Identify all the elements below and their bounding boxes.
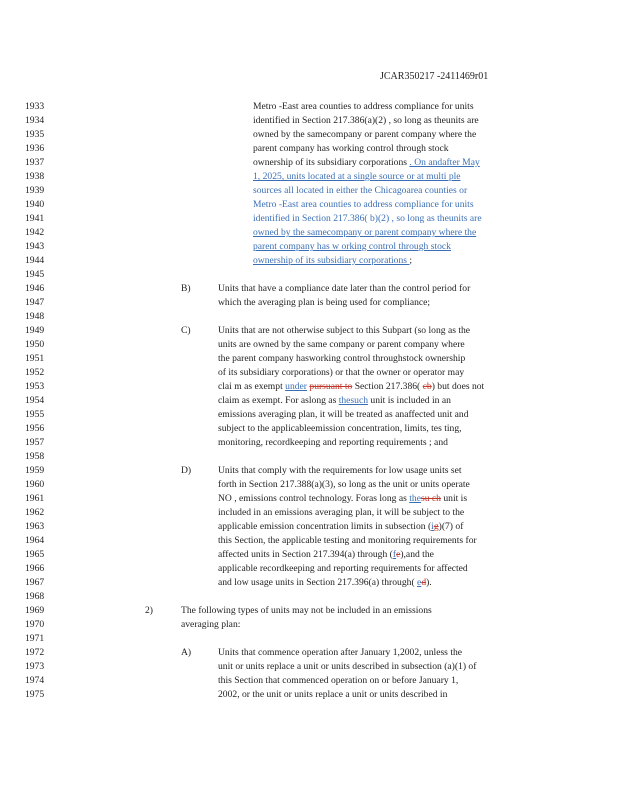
text-segment: ownership of its subsidiary corporations xyxy=(253,157,410,168)
text-line: Units that have a compliance date later than the control period for xyxy=(218,283,471,294)
text-segment: affected units in Section 217.394(a) through ( xyxy=(218,549,393,560)
line-number: 1965 xyxy=(25,549,45,560)
line-number: 1946 xyxy=(25,283,45,294)
inserted-text: f xyxy=(392,549,397,560)
text-line xyxy=(218,577,432,588)
line-number: 1958 xyxy=(25,451,45,462)
line-number: 1934 xyxy=(25,115,45,126)
text-line xyxy=(218,493,467,504)
deleted-text: e xyxy=(396,549,401,560)
item-label-2: 2) xyxy=(145,605,153,616)
text-line: forth in Section 217.388(a)(3), so long as the unit or units operate xyxy=(218,479,470,490)
text-segment: unit is xyxy=(440,493,468,504)
text-segment: Section 217.386( xyxy=(352,381,423,392)
line-number: 1975 xyxy=(25,689,45,700)
deleted-text: g xyxy=(433,521,439,532)
line-number: 1938 xyxy=(25,171,45,182)
line-number: 1974 xyxy=(25,675,45,686)
line-number: 1944 xyxy=(25,255,45,266)
text-segment: claim as exempt. For aslong as xyxy=(218,395,339,406)
inserted-text-line: 1, 2025, units located at a single source or at multi ple xyxy=(253,171,461,182)
text-line: of its subsidiary corporations) or that the owner or operator may xyxy=(218,367,465,378)
line-number: 1961 xyxy=(25,493,45,504)
deleted-text: d xyxy=(421,577,427,588)
line-number: 1947 xyxy=(25,297,45,308)
text-segment: ; xyxy=(409,255,413,266)
line-number: 1957 xyxy=(25,437,45,448)
line-number: 1954 xyxy=(25,395,45,406)
document-id: JCAR350217 -2411469r01 xyxy=(380,71,489,82)
inserted-text-line: sources all located in either the Chicagoarea counties or xyxy=(253,185,468,196)
text-segment: )(7) of xyxy=(438,521,464,532)
line-number: 1962 xyxy=(25,507,45,518)
inserted-text: e xyxy=(417,577,422,588)
text-line: Metro -East area counties to address compliance for units xyxy=(253,101,474,112)
line-number: 1942 xyxy=(25,227,45,238)
line-number: 1943 xyxy=(25,241,45,252)
line-number: 1955 xyxy=(25,409,45,420)
text-line: averaging plan: xyxy=(181,619,241,630)
line-number: 1963 xyxy=(25,521,45,532)
text-line: units are owned by the same company or parent company where xyxy=(218,339,465,350)
line-number: 1969 xyxy=(25,605,45,616)
text-line: subject to the applicableemission concentration, limits, tes ting, xyxy=(218,423,462,434)
line-number: 1964 xyxy=(25,535,45,546)
text-line: identified in Section 217.386(a)(2) , so long as theunits are xyxy=(253,115,479,126)
item-label-b: B) xyxy=(181,283,191,294)
line-number: 1937 xyxy=(25,157,45,168)
deleted-text: cb xyxy=(422,381,432,392)
text-segment: ),and the xyxy=(400,549,434,560)
text-line: owned by the samecompany or parent company where the xyxy=(253,129,477,140)
line-number: 1953 xyxy=(25,381,45,392)
text-line: applicable recordkeeping and reporting requirements for affected xyxy=(218,563,468,574)
line-number: 1966 xyxy=(25,563,45,574)
line-number: 1973 xyxy=(25,661,45,672)
line-number: 1959 xyxy=(25,465,45,476)
line-number: 1951 xyxy=(25,353,45,364)
inserted-text-line: Metro -East area counties to address compliance for units xyxy=(253,199,474,210)
line-number: 1972 xyxy=(25,647,45,658)
text-line xyxy=(253,157,480,168)
line-number: 1948 xyxy=(25,311,45,322)
line-number: 1952 xyxy=(25,367,45,378)
item-label-d: D) xyxy=(181,465,192,476)
text-line: Units that commence operation after January 1,2002, unless the xyxy=(218,647,463,658)
text-line xyxy=(218,549,434,560)
inserted-text: ownership of its subsidiary corporations xyxy=(253,255,410,266)
line-number: 1949 xyxy=(25,325,45,336)
inserted-text: i xyxy=(431,521,434,532)
deleted-text: pursuant to xyxy=(309,381,353,392)
text-line: parent company has working control through stock xyxy=(253,143,449,154)
line-number: 1950 xyxy=(25,339,45,350)
line-number: 1960 xyxy=(25,479,45,490)
text-segment: applicable emission concentration limits in subsection ( xyxy=(218,521,432,532)
text-line: Units that comply with the requirements for low usage units set xyxy=(218,465,462,476)
text-segment: clai m as exempt xyxy=(218,381,286,392)
line-number: 1967 xyxy=(25,577,45,588)
text-segment: ). xyxy=(426,577,432,588)
inserted-text-line: identified in Section 217.386( b)(2) , so long as theunits are xyxy=(253,213,482,224)
item-label-c: C) xyxy=(181,325,191,336)
text-line: unit or units replace a unit or units described in subsection (a)(1) of xyxy=(218,661,477,672)
inserted-text: thesuch xyxy=(338,395,369,406)
text-line: monitoring, recordkeeping and reporting requirements ; and xyxy=(218,437,448,448)
line-number: 1956 xyxy=(25,423,45,434)
line-number: 1941 xyxy=(25,213,45,224)
line-number: 1935 xyxy=(25,129,45,140)
line-number: 1968 xyxy=(25,591,45,602)
line-number: 1971 xyxy=(25,633,45,644)
text-line: The following types of units may not be included in an emissions xyxy=(181,605,432,616)
text-segment: NO , emissions control technology. Foras long as xyxy=(218,493,410,504)
text-segment: unit is included in an xyxy=(368,395,451,406)
inserted-text: the xyxy=(409,493,421,504)
text-line: the parent company hasworking control throughstock ownership xyxy=(218,353,466,364)
text-line xyxy=(218,395,451,406)
text-line xyxy=(218,381,484,392)
inserted-text-line: owned by the samecompany or parent company where the xyxy=(253,227,477,238)
line-number: 1945 xyxy=(25,269,45,280)
line-number: 1939 xyxy=(25,185,45,196)
inserted-text-line: parent company has w orking control through stock xyxy=(253,241,451,252)
text-line: 2002, or the unit or units replace a unit or units described in xyxy=(218,689,448,700)
text-line xyxy=(253,255,412,266)
line-number: 1936 xyxy=(25,143,45,154)
item-label-a: A) xyxy=(181,647,192,658)
deleted-text: su ch xyxy=(420,493,441,504)
text-line xyxy=(218,521,463,532)
text-line: this Section that commenced operation on or before January 1, xyxy=(218,675,459,686)
inserted-text: . On andafter May xyxy=(409,157,480,168)
text-line: emissions averaging plan, it will be treated as anaffected unit and xyxy=(218,409,469,420)
text-line: included in an emissions averaging plan, it will be subject to the xyxy=(218,507,465,518)
text-line: Units that are not otherwise subject to this Subpart (so long as the xyxy=(218,325,471,336)
text-segment: ) but does not xyxy=(431,381,485,392)
inserted-text: under xyxy=(285,381,307,392)
text-segment: and low usage units in Section 217.396(a) through( xyxy=(218,577,418,588)
line-number: 1970 xyxy=(25,619,45,630)
line-number: 1933 xyxy=(25,101,45,112)
line-number: 1940 xyxy=(25,199,45,210)
text-line: this Section, the applicable testing and monitoring requirements for xyxy=(218,535,477,546)
text-line: which the averaging plan is being used for compliance; xyxy=(218,297,431,308)
